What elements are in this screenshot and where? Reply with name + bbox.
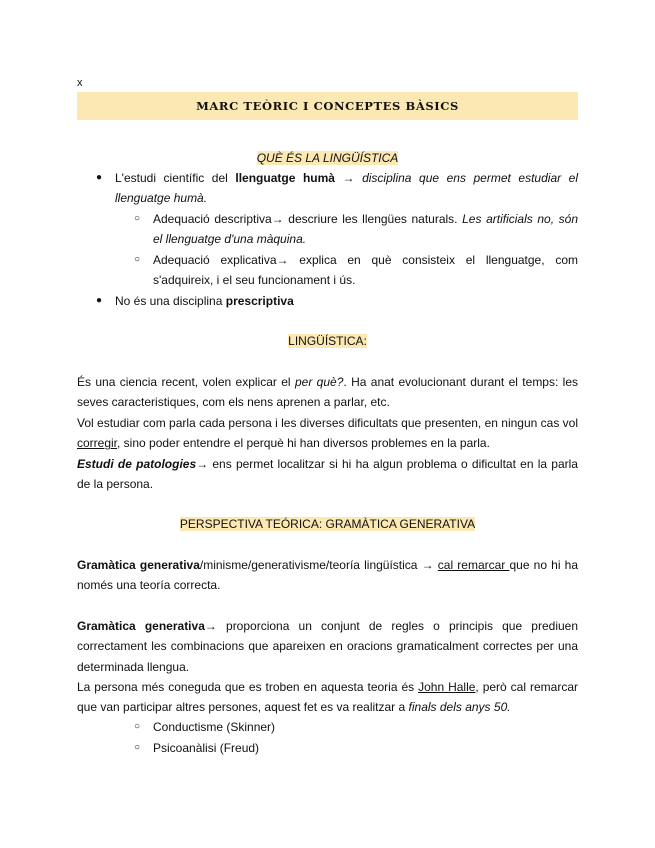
- paragraph-gramatica-generativa-regles: Gramàtica generativa→ proporciona un conjunt de regles o principis que prediuen correctament les combinacions que apareixen en oracions gramaticalment correctes per una determinada llengua.: [77, 619, 579, 674]
- hollow-bullet-icon: ○: [134, 721, 141, 732]
- paragraph-ciencia-recent: És una ciencia recent, volen explicar el per què?. Ha anat evolucionant durant el temps: les seves caracteristiques, com els nens aprenen a parlar, etc.: [77, 375, 579, 410]
- title-banner: [77, 92, 578, 120]
- sublist-item-conductisme: Conductisme (Skinner): [153, 720, 276, 734]
- hollow-bullet-icon: ○: [134, 254, 141, 265]
- paragraph-estudi-patologies: Estudi de patologies→ ens permet localitzar si hi ha algun problema o dificultat en la parla de la persona.: [77, 457, 578, 492]
- section-heading-linguistica: LINGÜÍSTICA:: [288, 334, 367, 348]
- hollow-bullet-icon: ○: [134, 213, 141, 224]
- section-heading-que-es: QUÈ ÉS LA LINGÜÍSTICA: [256, 151, 399, 165]
- sublist-item-adequacio-explicativa: Adequació explicativa→ explica en què consisteix el llenguatge, com s'adquireix, i el seu funcionament i ús.: [153, 253, 578, 288]
- page-title: MARC TEÒRIC I CONCEPTES BÀSICS: [196, 99, 459, 113]
- sublist-item-adequacio-descriptiva: Adequació descriptiva→ descriure les llengües naturals. Les artificials no, són el llenguatge d'una màquina.: [153, 212, 578, 247]
- sublist-item-psicoanalisi: Psicoanàlisi (Freud): [153, 741, 260, 755]
- paragraph-john-halle: La persona més coneguda que es troben en aquesta teoria és John Halle, però cal remarcar que van participar altres persones, aquest fet es va realitzar a finals dels anys 50.: [77, 680, 578, 715]
- bullet-icon: ●: [96, 172, 103, 183]
- top-mark: x: [77, 77, 83, 89]
- list-item-prescriptiva: No és una disciplina prescriptiva: [115, 294, 294, 308]
- bullet-icon: ●: [96, 295, 103, 306]
- list-item-estudi-cientific: L'estudi científic del llenguatge humà → disciplina que ens permet estudiar el llenguatge humà.: [115, 171, 579, 206]
- hollow-bullet-icon: ○: [134, 742, 141, 753]
- paragraph-gramatica-generativa-definicio: Gramàtica generativa/minisme/generativisme/teoría lingüística → cal remarcar que no hi ha només una teoría correcta.: [77, 558, 579, 593]
- section-heading-perspectiva-teorica: PERSPECTIVA TEÓRICA: GRAMÀTICA GENERATIVA: [179, 517, 476, 531]
- paragraph-vol-estudiar: Vol estudiar com parla cada persona i les diverses dificultats que presenten, en ningun cas vol corregir, sino poder entendre el perquè hi han diversos problemes en la parla.: [77, 416, 578, 451]
